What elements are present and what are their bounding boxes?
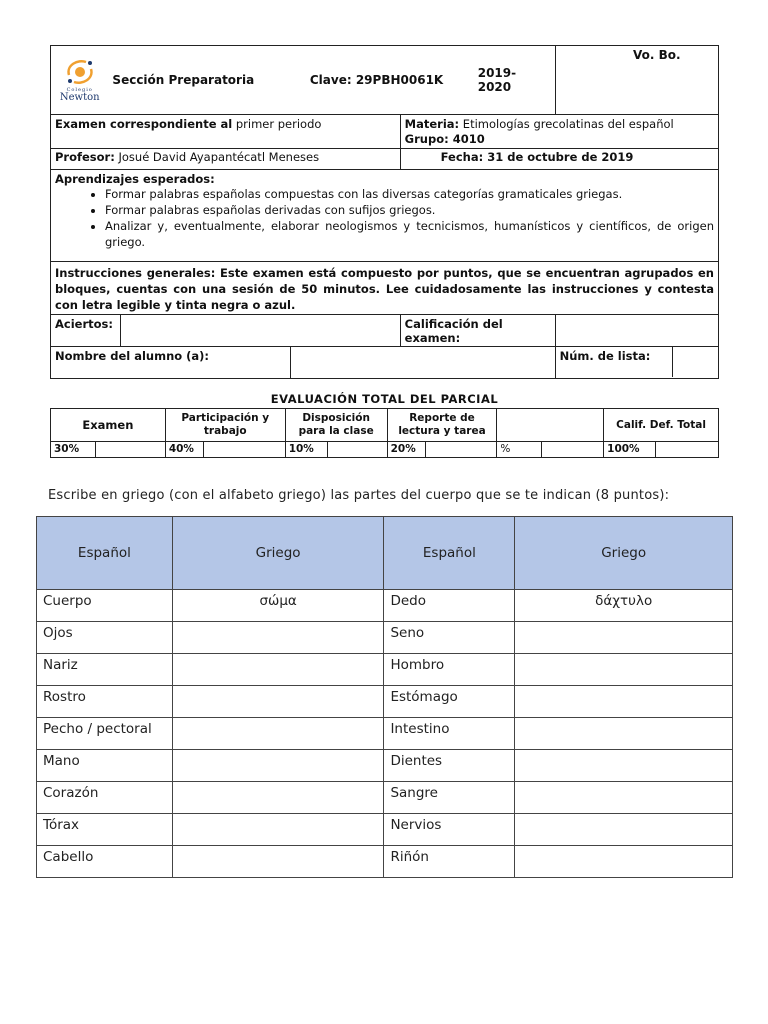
- aciertos-label: Aciertos:: [55, 317, 113, 331]
- materia-cell: [400, 115, 718, 149]
- spanish-word: Seno: [384, 622, 515, 654]
- eval-examen-pct: 30%: [51, 442, 96, 458]
- instrucciones-text: Instrucciones generales: Este examen está compuesto por puntos, que se encuentran agrupados en bloques, cuentas con una sesión de 50 minutos. Lee cuidadosamente las instrucciones y contesta con letra legible y tinta negra o azul.: [55, 266, 714, 312]
- greek-answer-field[interactable]: [172, 718, 384, 750]
- greek-answer-field[interactable]: [515, 622, 733, 654]
- exam-period-cell: [51, 115, 401, 149]
- spanish-word: Intestino: [384, 718, 515, 750]
- eval-empty-header: [497, 409, 604, 442]
- aprendizajes-list: [55, 186, 714, 250]
- spanish-word: Tórax: [37, 814, 173, 846]
- materia-label: Materia:: [404, 117, 460, 131]
- spanish-word: Dientes: [384, 750, 515, 782]
- profesor-label: Profesor:: [55, 150, 115, 164]
- eval-participacion-pct: 40%: [165, 442, 203, 458]
- greek-answer-field[interactable]: [172, 654, 384, 686]
- exam-period-value: primer periodo: [232, 117, 322, 131]
- col-header-espanol: Español: [384, 517, 515, 590]
- table-row: [37, 750, 733, 782]
- nombre-cell: [51, 347, 291, 379]
- greek-answer-field[interactable]: σώμα: [172, 590, 384, 622]
- materia-value: Etimologías grecolatinas del español: [459, 117, 674, 131]
- eval-reporte-pct: 20%: [387, 442, 425, 458]
- eval-participacion-field[interactable]: [203, 442, 285, 458]
- school-logo: [57, 57, 102, 103]
- greek-answer-field[interactable]: [515, 750, 733, 782]
- greek-answer-field[interactable]: [515, 814, 733, 846]
- spanish-word: Estómago: [384, 686, 515, 718]
- fecha-cell: [400, 149, 718, 170]
- list-item: • Formar palabras españolas derivadas con sufijos griegos.: [105, 202, 714, 218]
- nombre-field[interactable]: [290, 347, 555, 379]
- greek-answer-field[interactable]: [172, 622, 384, 654]
- greek-answer-field[interactable]: [515, 686, 733, 718]
- calificacion-label: Calificación del examen:: [404, 317, 503, 345]
- eval-disposicion-header: Disposición para la clase: [285, 409, 387, 442]
- num-lista-field[interactable]: [673, 347, 718, 377]
- question-instruction: Escribe en griego (con el alfabeto griego) las partes del cuerpo que se te indican (8 puntos):: [48, 488, 670, 503]
- greek-answer-field[interactable]: δάχτυλο: [515, 590, 733, 622]
- table-row: [37, 654, 733, 686]
- clave-label: Clave: 29PBH0061K: [309, 73, 444, 87]
- spanish-word: Rostro: [37, 686, 173, 718]
- greek-answer-field[interactable]: [172, 846, 384, 878]
- spanish-word: Cuerpo: [37, 590, 173, 622]
- col-header-griego: Griego: [515, 517, 733, 590]
- spanish-word: Riñón: [384, 846, 515, 878]
- school-name: Newton: [59, 92, 100, 103]
- profesor-value: Josué David Ayapantécatl Meneses: [114, 150, 320, 164]
- eval-total-pct: 100%: [604, 442, 656, 458]
- table-row: [37, 590, 733, 622]
- evaluation-title: EVALUACIÓN TOTAL DEL PARCIAL: [270, 392, 499, 406]
- list-item: • Analizar y, eventualmente, elaborar neologismos y tecnicismos, humanísticos y científicos, de origen griego.: [105, 218, 714, 250]
- spanish-word: Hombro: [384, 654, 515, 686]
- table-row: [37, 846, 733, 878]
- school-year: 2019-2020: [477, 66, 517, 94]
- eval-participacion-header: Participación y trabajo: [165, 409, 285, 442]
- spanish-word: Mano: [37, 750, 173, 782]
- spanish-word: Nervios: [384, 814, 515, 846]
- section-label: Sección Preparatoria: [112, 73, 255, 87]
- eval-reporte-header: Reporte de lectura y tarea: [387, 409, 497, 442]
- vobo-label: Vo. Bo.: [633, 48, 681, 62]
- spanish-word: Sangre: [384, 782, 515, 814]
- greek-answer-field[interactable]: [172, 750, 384, 782]
- school-small-label: Colegio: [66, 87, 93, 93]
- num-lista-label: Núm. de lista:: [559, 349, 651, 363]
- spanish-word: Nariz: [37, 654, 173, 686]
- col-header-griego: Griego: [172, 517, 384, 590]
- table-row: [37, 686, 733, 718]
- eval-disposicion-pct: 10%: [285, 442, 327, 458]
- instrucciones-cell: [51, 262, 719, 315]
- greek-answer-field[interactable]: [172, 782, 384, 814]
- table-row: [37, 718, 733, 750]
- eval-extra-pct: %: [497, 442, 542, 458]
- spanish-word: Corazón: [37, 782, 173, 814]
- eval-calif-header: Calif. Def. Total: [604, 409, 719, 442]
- spanish-word: Pecho / pectoral: [37, 718, 173, 750]
- num-lista-cell: [555, 347, 718, 379]
- table-row: [37, 622, 733, 654]
- body-parts-table: [36, 516, 733, 878]
- eval-total-field[interactable]: [656, 442, 719, 458]
- eval-reporte-field[interactable]: [425, 442, 497, 458]
- exam-header: [50, 45, 719, 379]
- calificacion-field[interactable]: [555, 315, 718, 347]
- greek-answer-field[interactable]: [515, 782, 733, 814]
- table-row: [37, 814, 733, 846]
- body-parts-rows: [37, 590, 733, 878]
- evaluation-table: [50, 408, 719, 458]
- greek-answer-field[interactable]: [515, 654, 733, 686]
- greek-answer-field[interactable]: [172, 814, 384, 846]
- spanish-word: Cabello: [37, 846, 173, 878]
- aciertos-label-cell: [51, 315, 121, 347]
- greek-answer-field[interactable]: [515, 718, 733, 750]
- calificacion-label-cell: [400, 315, 555, 347]
- aprendizajes-title: Aprendizajes esperados:: [55, 172, 215, 186]
- greek-answer-field[interactable]: [515, 846, 733, 878]
- exam-period-label: Examen correspondiente al: [55, 117, 233, 131]
- newton-logo-icon: [64, 57, 96, 87]
- profesor-cell: [51, 149, 401, 170]
- aciertos-field[interactable]: [120, 315, 400, 347]
- table-row: [37, 782, 733, 814]
- spanish-word: Ojos: [37, 622, 173, 654]
- spanish-word: Dedo: [384, 590, 515, 622]
- aprendizajes-cell: [51, 170, 719, 262]
- col-header-espanol: Español: [37, 517, 173, 590]
- list-item: • Formar palabras españolas compuestas con las diversas categorías gramaticales griegas.: [105, 186, 714, 202]
- eval-disposicion-field[interactable]: [327, 442, 387, 458]
- eval-examen-field[interactable]: [95, 442, 165, 458]
- nombre-label: Nombre del alumno (a):: [55, 349, 210, 363]
- greek-answer-field[interactable]: [172, 686, 384, 718]
- grupo-label: Grupo: 4010: [404, 132, 485, 146]
- fecha-label: Fecha: 31 de octubre de 2019: [440, 150, 634, 164]
- header-title-row: [51, 46, 556, 115]
- eval-extra-field[interactable]: [542, 442, 604, 458]
- vobo-cell: [555, 46, 718, 115]
- eval-examen-header: Examen: [51, 409, 166, 442]
